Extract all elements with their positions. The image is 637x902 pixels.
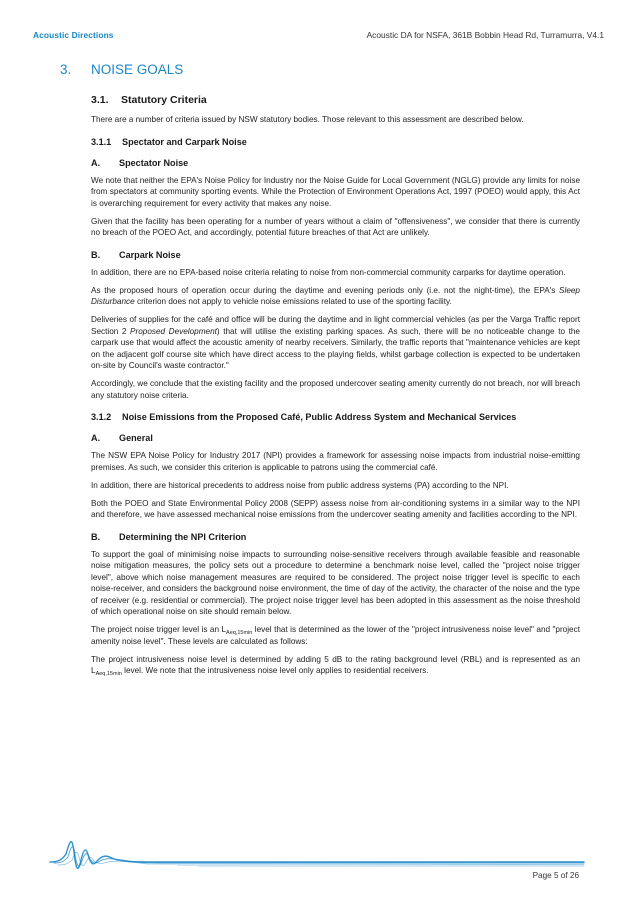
header-title: Acoustic DA for NSFA, 361B Bobbin Head Rd, Turramurra, V4.1 bbox=[366, 30, 604, 40]
subsubsection-title: Spectator and Carpark Noise bbox=[122, 136, 247, 147]
subscript: Aeq,15min bbox=[95, 671, 122, 677]
heading-letter: B. bbox=[91, 531, 101, 542]
subsection-number: 3.1. bbox=[91, 94, 109, 106]
paragraph: To support the goal of minimising noise impacts to surrounding noise-sensitive receivers through available feasible and reasonable noise mitigation measures, the policy sets out a procedure to determine a benchmark noise level, called the "project noise trigger level", above which noise management measures are required to be considered. The project noise trigger level is specific to each noise-receiver, and considers the background noise environment, the time of day of the activity, the character of the noise and the type of receiver (e.g. residential or commercial). The project noise trigger level has been adopted in this assessment as the noise threshold of which operational noise on site should remain below. bbox=[91, 549, 580, 616]
paragraph: Given that the facility has been operating for a number of years without a claim of "offensiveness", we consider that there is currently no breach of the POEO Act, and accordingly, potential future breaches of that Act are unlikely. bbox=[91, 216, 580, 237]
subsubsection-number: 3.1.1 bbox=[91, 136, 112, 147]
paragraph: We note that neither the EPA's Noise Policy for Industry nor the Noise Guide for Local Government (NGLG) provide any limits for noise from spectators at community sporting events. While the Protection of Environment Operations Act, 1997 (POEO) would apply, this Act is overarching requirement for every activity that makes any noise. bbox=[91, 175, 580, 208]
paragraph: In addition, there are no EPA-based noise criteria relating to noise from non-commercial community carparks for daytime operation. bbox=[91, 267, 566, 277]
heading-general bbox=[91, 433, 580, 443]
text-run: level. We note that the intrusiveness noise level only applies to residential receivers. bbox=[121, 666, 429, 675]
waveform-footer-graphic bbox=[48, 832, 588, 880]
paragraph bbox=[91, 654, 580, 677]
paragraph bbox=[91, 624, 580, 647]
subsubsection-heading-3-1-2 bbox=[91, 412, 580, 422]
heading-title: General bbox=[119, 433, 153, 443]
heading-npi-criterion bbox=[91, 532, 580, 542]
section-title: NOISE GOALS bbox=[91, 62, 184, 77]
subsubsection-heading-3-1-1 bbox=[91, 137, 580, 147]
subsubsection-title: Noise Emissions from the Proposed Café, Public Address System and Mechanical Services bbox=[122, 412, 517, 422]
page-number: Page 5 of 26 bbox=[532, 871, 579, 880]
subsubsection-number: 3.1.2 bbox=[91, 412, 112, 422]
paragraph: In addition, there are historical precedents to address noise from public address systems (PA) according to the NPI. bbox=[91, 480, 509, 490]
text-run: As the proposed hours of operation occur during the daytime and evening periods only (i.e. not the night-time), the EPA's bbox=[91, 285, 560, 295]
heading-title: Spectator Noise bbox=[119, 157, 189, 168]
paragraph: Both the POEO and State Environmental Policy 2008 (SEPP) assess noise from air-conditioning systems in a similar way to the NPI and therefore, we have assessed mechanical noise emissions from the undercover seating amenity and facilities according to the NPI. bbox=[91, 498, 580, 519]
page-header bbox=[33, 30, 604, 44]
heading-letter: A. bbox=[91, 433, 101, 443]
subsection-heading-3-1 bbox=[91, 94, 580, 106]
paragraph: Accordingly, we conclude that the existing facility and the proposed undercover seating amenity currently do not breach, nor will breach any statutory noise criteria. bbox=[91, 379, 580, 400]
subsection-title: Statutory Criteria bbox=[121, 94, 207, 106]
text-run: The project intrusiveness noise level is determined by adding 5 dB to the rating background level (RBL) and is represented as an L bbox=[91, 654, 580, 675]
heading-letter: B. bbox=[91, 249, 101, 260]
heading-letter: A. bbox=[91, 157, 101, 168]
paragraph bbox=[91, 285, 580, 308]
paragraph: The NSW EPA Noise Policy for Industry 2017 (NPI) provides a framework for assessing noise impacts from industrial noise-emitting premises. As such, we consider this criterion is applicable to patrons using the commercial café. bbox=[91, 451, 580, 472]
text-run: Deliveries of supplies for the café and office will be during the daytime and in light commercial vehicles (as per the Varga Traffic report Section 2 bbox=[91, 315, 580, 336]
paragraph bbox=[91, 314, 580, 372]
heading-carpark-noise bbox=[91, 250, 580, 260]
text-run: criterion does not apply to vehicle noise emissions related to use of the sporting facility. bbox=[134, 297, 452, 306]
brand-name: Acoustic Directions bbox=[33, 30, 114, 40]
heading-spectator-noise bbox=[91, 158, 580, 168]
italic-term: Sleep Disturbance bbox=[91, 285, 580, 306]
text-run: ) that will utilise the existing parking spaces. As such, there will be no noticeable change to the carpark use that would affect the acoustic amenity of nearby receivers. Similarly, the traffic reports that "maintenance vehicles are kept on the adjacent golf course site which have direct access to the playing fields, whilst garbage collection is expected to be undertaken on-site by Council's waste contractor." bbox=[91, 326, 580, 370]
section-heading bbox=[60, 62, 580, 79]
heading-title: Carpark Noise bbox=[119, 249, 181, 260]
heading-title: Determining the NPI Criterion bbox=[119, 531, 247, 542]
text-run: The project noise trigger level is an L bbox=[91, 625, 227, 634]
paragraph: There are a number of criteria issued by NSW statutory bodies. Those relevant to this assessment are described below. bbox=[91, 115, 524, 124]
subscript: Aeq,15min bbox=[226, 630, 253, 636]
text-run: level that is determined as the lower of the "project intrusiveness noise level" and "project amenity noise level". These levels are calculated as follows: bbox=[91, 625, 580, 646]
italic-term: Proposed Development bbox=[130, 326, 217, 336]
main-content bbox=[60, 62, 580, 683]
section-number: 3. bbox=[60, 62, 72, 77]
